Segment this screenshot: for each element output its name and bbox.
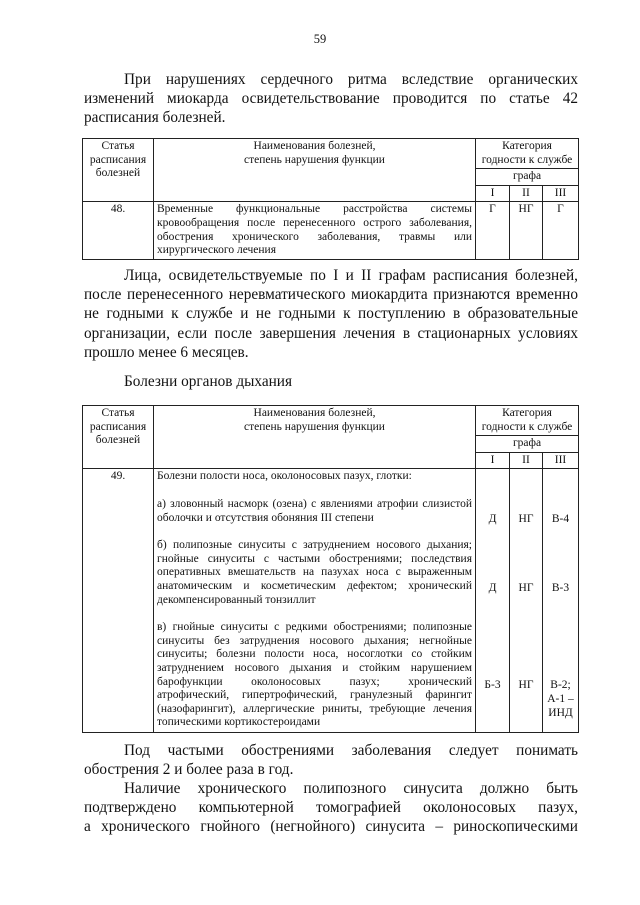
header-text: степень нарушения функции xyxy=(244,420,385,433)
text-line: прошло менее 6 месяцев. xyxy=(84,343,249,361)
article-number: 49. xyxy=(83,469,154,733)
header-text: Наименования болезней, xyxy=(253,140,376,152)
header-text: болезней xyxy=(95,434,141,447)
disease-description xyxy=(154,469,476,733)
text-line: Наличие хронического полипозного синусита должно быть xyxy=(124,780,578,797)
disease-description xyxy=(154,202,476,259)
text-line: Временные функциональные расстройства системы xyxy=(157,203,472,216)
text-line: не годными к службе и не годными к поступлению в образовательные xyxy=(84,305,578,323)
category-I-v: Б-3 xyxy=(484,679,501,692)
header-text: расписания xyxy=(89,420,147,433)
category-II-v: НГ xyxy=(518,679,534,692)
header-col-2: II xyxy=(510,185,543,202)
category-I-column xyxy=(476,469,510,733)
header-col-3: III xyxy=(543,452,579,469)
header-grafa: графа xyxy=(476,169,579,186)
header-article xyxy=(83,139,154,202)
category-II: НГ xyxy=(510,202,543,259)
category-III-v-line: ИНД xyxy=(548,706,573,719)
header-text: Наименования болезней, xyxy=(253,407,376,419)
text-line: обострения 2 и более раза в год. xyxy=(84,761,294,779)
header-text: Категория xyxy=(502,140,552,152)
header-text: степень нарушения функции xyxy=(244,153,385,166)
text-line: синуситы без затруднения носового дыхания; негнойные xyxy=(157,634,472,647)
header-col-1: I xyxy=(476,452,510,469)
category-III-a: В-4 xyxy=(551,513,570,526)
category-III-column xyxy=(543,469,579,733)
item-v xyxy=(157,621,472,730)
category-III: Г xyxy=(543,202,579,259)
text-line: а хронического гнойного (негнойного) синусита – риноскопическими xyxy=(84,818,578,836)
paragraph-myocarditis xyxy=(84,266,578,362)
text-line: хирургического лечения xyxy=(157,244,277,257)
text-line: обострения хронического заболевания, травмы или xyxy=(157,230,472,243)
article-number: 48. xyxy=(83,202,154,259)
schedule-table-49 xyxy=(82,405,579,733)
text-line: топическими кортикостероидами xyxy=(157,716,321,729)
category-III-b: В-3 xyxy=(551,582,570,595)
table-row xyxy=(83,469,579,733)
header-category xyxy=(476,139,579,169)
table-row xyxy=(83,202,579,259)
text-line: а) зловонный насморк (озена) с явлениями атрофии слизистой xyxy=(157,497,472,510)
page-number: 59 xyxy=(313,32,327,46)
text-line: Лица, освидетельствуемые по I и II графам расписания болезней, xyxy=(124,267,578,284)
header-category xyxy=(476,406,579,436)
header-col-2: II xyxy=(510,452,543,469)
text-line: Под частыми обострениями заболевания следует понимать xyxy=(124,742,578,759)
text-line: изменений миокарда освидетельствование проводится по статье 42 xyxy=(84,90,578,108)
text-line: оперативных вмешательств на пазухах носа с выраженным xyxy=(157,566,472,579)
header-name xyxy=(154,406,476,469)
text-line: анатомическим и косметическим дефектом; хронический xyxy=(157,579,472,592)
text-line: кровообращения после перенесенного острого заболевания, xyxy=(157,216,472,229)
text-line: (назофарингит), аллергические риниты, требующие лечения xyxy=(157,702,472,715)
category-III-v-line: А-1 – xyxy=(547,692,574,705)
text-line: декомпенсированный тонзиллит xyxy=(157,593,316,606)
text-line: подтверждено компьютерной томографией околоносовых пазух, xyxy=(84,799,578,817)
paragraph-arrhythmia xyxy=(84,70,578,128)
header-col-3: III xyxy=(543,185,579,202)
text-line: При нарушениях сердечного ритма вследствие органических xyxy=(124,71,578,88)
text-line: после перенесенного неревматического миокардита признаются временно xyxy=(84,286,578,304)
header-text: Категория xyxy=(502,407,552,419)
text-line: оболочки и отсутствия обоняния III степени xyxy=(157,511,374,524)
header-text: Статья xyxy=(101,140,135,152)
text-line: атрофический, гипертрофический, гранулезный фарингит xyxy=(157,689,472,702)
paragraph-sinusitis xyxy=(84,779,578,837)
text-line: гнойные синуситы с частыми обострениями; последствия xyxy=(157,552,472,565)
disease-group-title: Болезни полости носа, околоносовых пазух, глотки: xyxy=(157,470,412,483)
text-line: расписания болезней. xyxy=(84,109,226,127)
text-line: синуситы; болезни полости носа, носоглотки со стойким xyxy=(157,648,472,661)
text-line: организации, если после завершения лечения в стационарных условиях xyxy=(84,324,578,342)
category-III-v-line: В-2; xyxy=(550,679,571,692)
category-I: Г xyxy=(476,202,510,259)
header-text: болезней xyxy=(95,167,141,180)
category-I-a: Д xyxy=(488,513,497,526)
category-III-v xyxy=(543,679,578,720)
category-II-b: НГ xyxy=(518,582,534,595)
category-II-column xyxy=(510,469,543,733)
category-I-b: Д xyxy=(488,582,497,595)
header-text: годности к службе xyxy=(481,153,573,166)
text-line: барофункции околоносовых пазух; хронический xyxy=(157,675,472,688)
header-name xyxy=(154,139,476,202)
paragraph-exacerbations xyxy=(84,741,578,779)
header-grafa: графа xyxy=(476,436,579,453)
schedule-table-48 xyxy=(82,138,579,260)
category-II-a: НГ xyxy=(518,513,534,526)
section-heading: Болезни органов дыхания xyxy=(124,373,293,390)
header-text: годности к службе xyxy=(481,420,573,433)
text-line: в) гнойные синуситы с редкими обострениями; полипозные xyxy=(157,621,472,634)
text-line: затруднением носового дыхания и стойким нарушением xyxy=(157,661,472,674)
header-article xyxy=(83,406,154,469)
text-line: б) полипозные синуситы с затруднением носового дыхания; xyxy=(157,539,472,552)
header-text: расписания xyxy=(89,153,147,166)
header-col-1: I xyxy=(476,185,510,202)
item-a xyxy=(157,498,472,525)
item-b xyxy=(157,539,472,607)
header-text: Статья xyxy=(101,407,135,419)
